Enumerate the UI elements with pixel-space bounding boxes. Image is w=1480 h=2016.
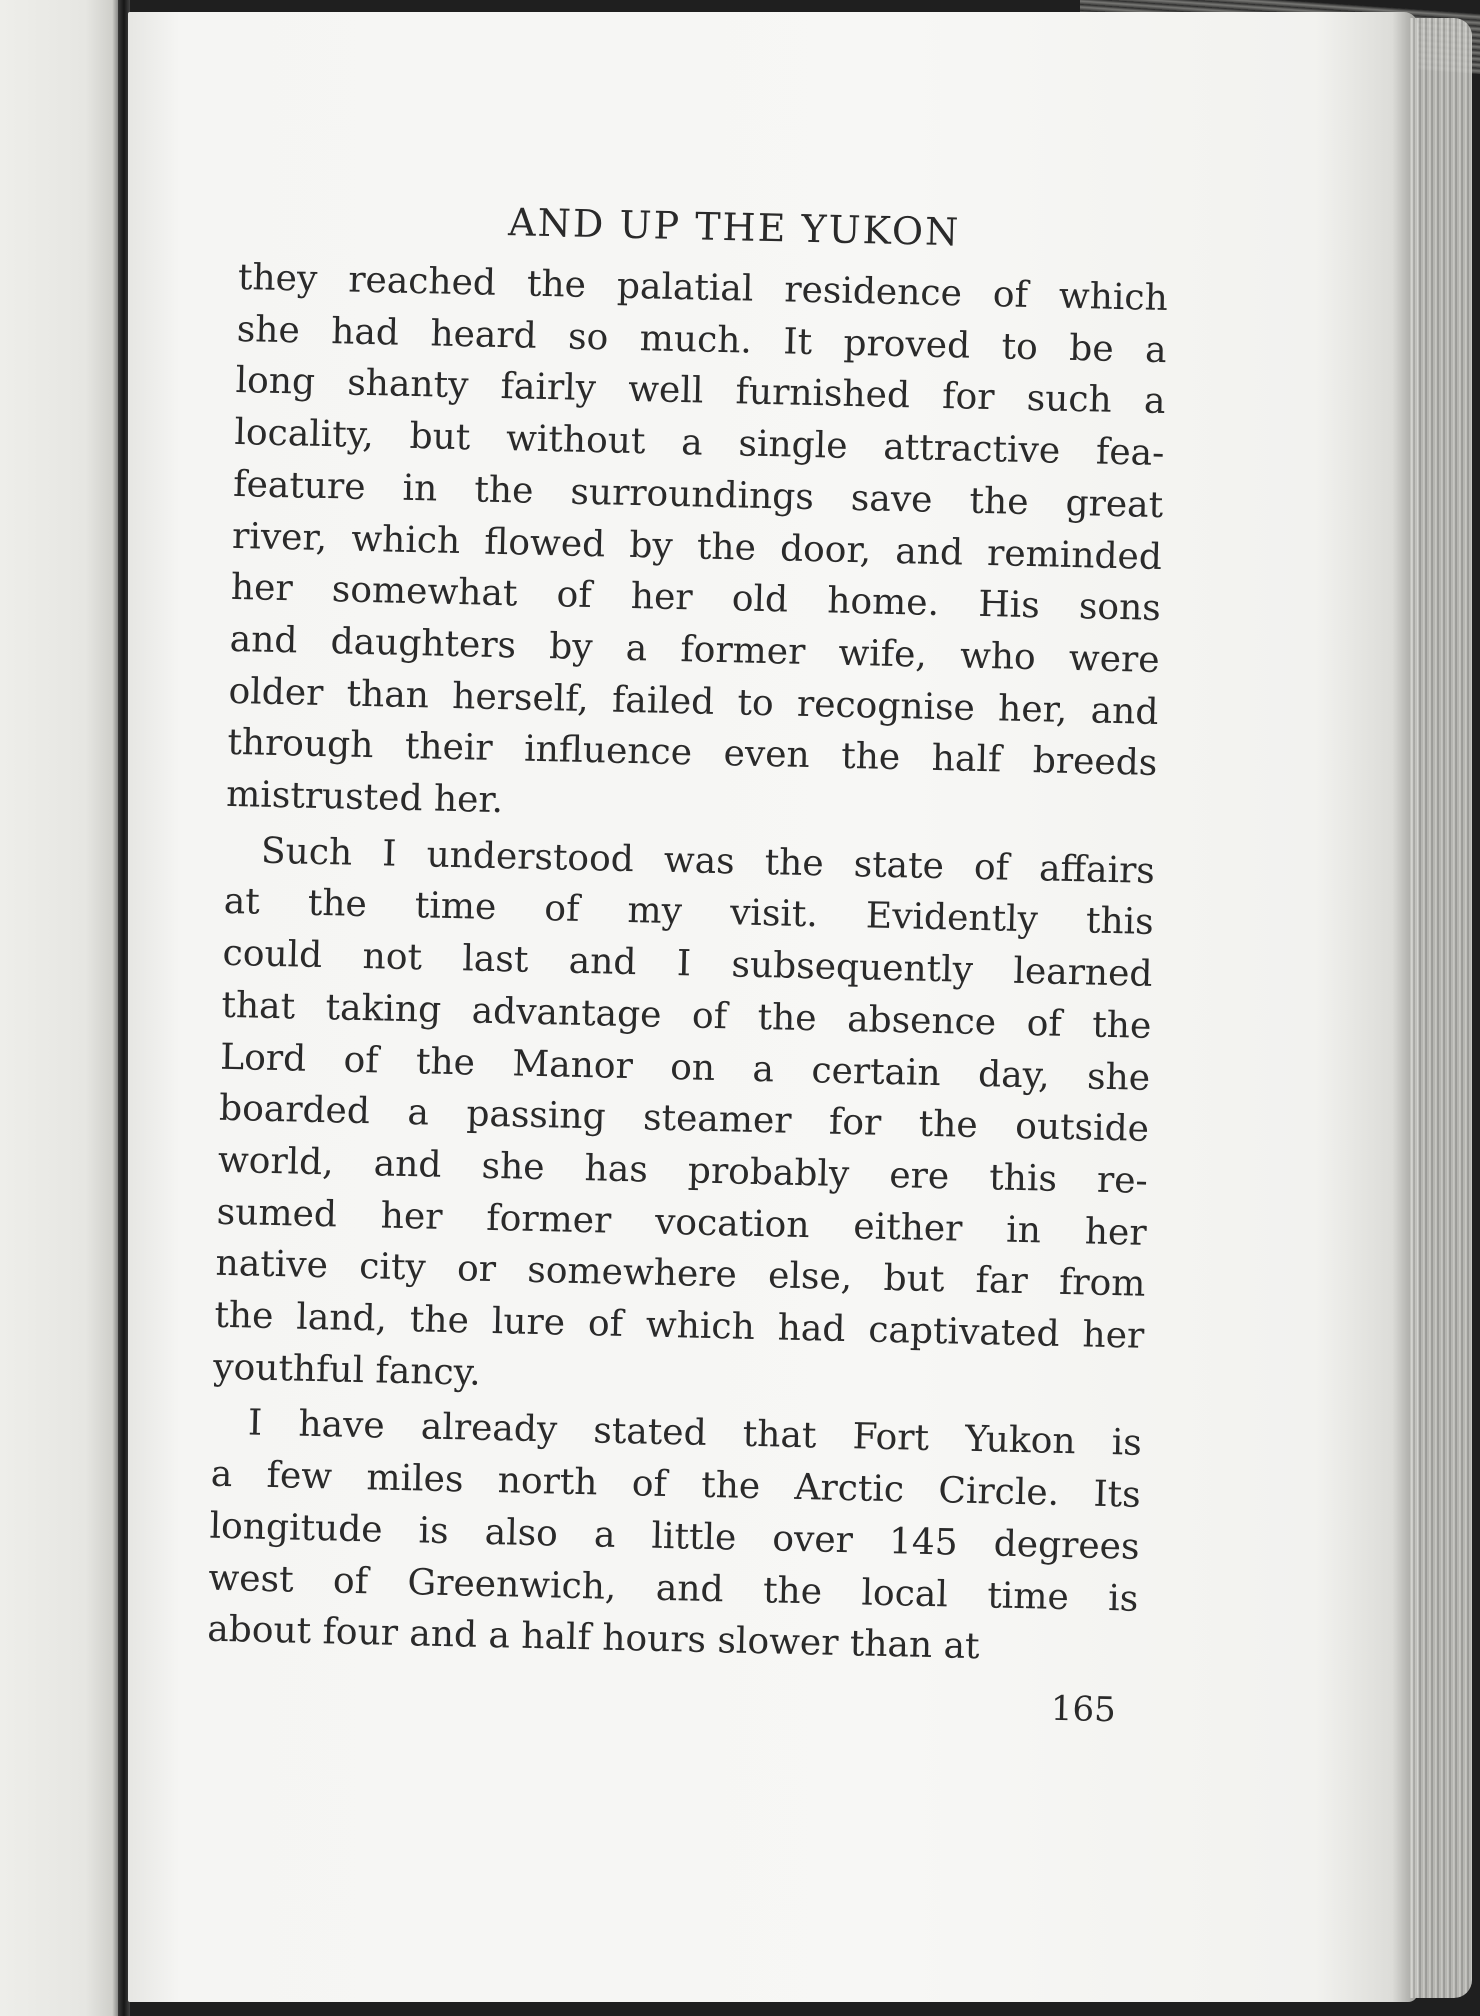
body-text xyxy=(207,252,1169,1677)
paragraph xyxy=(207,1397,1143,1677)
page-number: 165 xyxy=(1050,1688,1117,1731)
running-head: AND UP THE YUKON xyxy=(507,200,961,255)
text-line: could not last and I subsequently learned xyxy=(222,932,1153,996)
text-line: about four and a half hours slower than at xyxy=(206,1608,980,1668)
text-line: a few miles north of the Arctic Circle. Its xyxy=(210,1453,1142,1516)
text-line: sumed her former vocation either in her xyxy=(216,1191,1148,1254)
text-line: older than herself, failed to recognise her, and xyxy=(228,670,1159,733)
text-line: Such I understood was the state of affairs xyxy=(260,830,1156,892)
text-line: she had heard so much. It proved to be a xyxy=(236,308,1168,371)
text-line: that taking advantage of the absence of the xyxy=(221,984,1152,1047)
page-text-block xyxy=(205,190,1169,1735)
page-fore-edges xyxy=(1410,18,1472,1998)
text-line: they reached the palatial residence of which xyxy=(237,256,1169,320)
text-line: at the time of my visit. Evidently this xyxy=(223,881,1155,944)
text-line: native city or somewhere else, but far from xyxy=(215,1243,1146,1306)
text-line: locality, but without a single attractive fea- xyxy=(234,412,1165,475)
text-line: Lord of the Manor on a certain day, she xyxy=(219,1036,1151,1099)
text-line: longitude is also a little over 145 degrees xyxy=(209,1505,1140,1568)
text-line: I have already stated that Fort Yukon is xyxy=(247,1402,1143,1465)
text-line: world, and she has probably ere this re- xyxy=(217,1139,1149,1202)
paragraph xyxy=(226,252,1169,842)
text-line: boarded a passing steamer for the outside xyxy=(218,1088,1150,1151)
text-line: west of Greenwich, and the local time is xyxy=(208,1557,1139,1620)
text-line: youthful fancy. xyxy=(212,1346,482,1394)
text-line: the land, the lure of which had captivated her xyxy=(213,1294,1145,1357)
text-line: river, which flowed by the door, and reminded xyxy=(231,515,1163,578)
text-line: mistrusted her. xyxy=(225,773,504,822)
text-line: long shanty fairly well furnished for such a xyxy=(235,360,1166,423)
text-line: her somewhat of her old home. His sons xyxy=(230,567,1162,630)
left-page-edge xyxy=(0,0,122,2016)
text-line: and daughters by a former wife, who were xyxy=(229,618,1161,681)
paragraph xyxy=(213,825,1156,1415)
text-line: feature in the surroundings save the great xyxy=(232,463,1164,526)
text-line: through their influence even the half breeds xyxy=(226,722,1158,785)
